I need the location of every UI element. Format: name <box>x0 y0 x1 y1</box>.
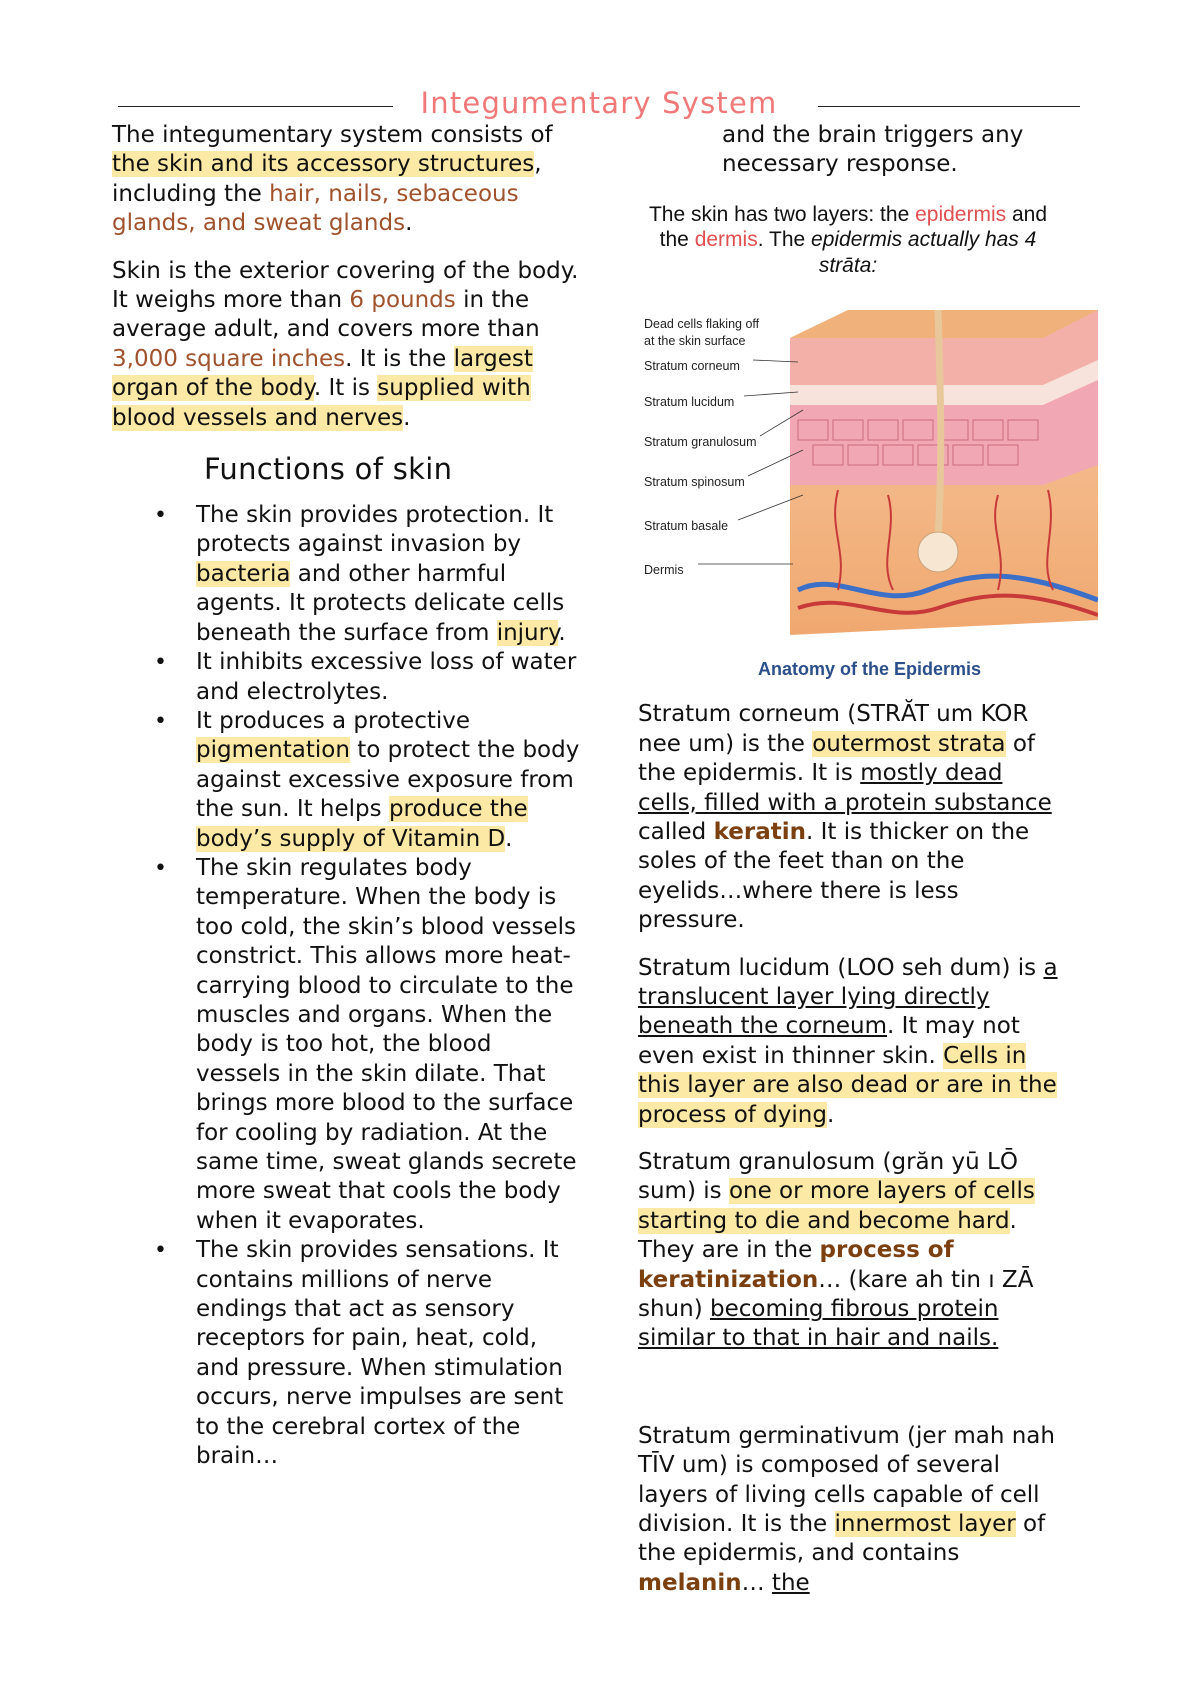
continued-text: and the brain triggers any necessary response. <box>722 122 1024 178</box>
highlight: innermost layer <box>834 1511 1016 1538</box>
key-term: process of keratinization <box>638 1237 954 1293</box>
skin-paragraph: Skin is the exterior covering of the body. It weighs more than 6 pounds in the average adult, and covers more than 3,000 square inches. It is the largest organ of the body. It is supplied with blood vessels and nerves. <box>112 257 579 431</box>
underlined-text: a translucent layer lying directly beneath the corneum <box>638 954 1058 1040</box>
hair-bulb <box>918 532 958 572</box>
layers-intro: The skin has two layers: the epidermis and the dermis. The epidermis actually has 4 strāta: <box>648 202 1048 277</box>
figure-label: Dead cells flaking off <box>644 317 760 332</box>
list-item: • The skin provides protection. It protects against invasion by bacteria and other harmful agents. It protects delicate cells beneath the surface from injury. <box>196 501 582 648</box>
intro-paragraph: The integumentary system consists of the skin and its accessory structures, including the hair, nails, sebaceous glands, and sweat glands. <box>112 122 553 237</box>
title-row <box>118 86 1080 126</box>
list-item: • The skin regulates body temperature. When the body is too cold, the skin’s blood vessels constrict. This allows more heat-carrying blood to circulate to the muscles and organs. When the body is too hot, the blood vessels in the skin dilate. That brings more blood to the surface for cooling by radiation. At the same time, sweat glands secrete more sweat that cools the body when it evaporates. <box>196 854 582 1236</box>
highlight: produce the body’s supply of Vitamin D <box>196 796 528 852</box>
key-term: melanin <box>638 1569 742 1596</box>
granulosum-paragraph: Stratum granulosum (grăn yū LŌ sum) is one or more layers of cells starting to die and become hard. They are in the process of keratinization… (kare ah tin ı ZĀ shun) becoming fibrous protein similar to that in hair and nails. <box>638 1149 1035 1352</box>
underlined-text: becoming fibrous protein similar to that in hair and nails. <box>638 1296 999 1352</box>
hair-shaft <box>938 310 941 540</box>
right-column <box>638 121 1098 1616</box>
accent-text: 6 pounds <box>349 287 456 314</box>
highlight: Cells in this layer are also dead or are in the process of dying <box>638 1042 1057 1128</box>
figure-label: Dermis <box>644 563 684 578</box>
list-item: • It produces a protective pigmentation to protect the body against excessive exposure from the sun. It helps produce the body’s supply of Vitamin D. <box>196 707 582 854</box>
corneum-paragraph: Stratum corneum (STRĂT um KOR nee um) is the outermost strata of the epidermis. It is mostly dead cells, filled with a protein substance called keratin. It is thicker on the soles of the feet than on the eyelids…where there is less pressure. <box>638 701 1052 934</box>
underlined-text: mostly dead cells, filled with a protein substance <box>638 760 1052 816</box>
highlight: one or more layers of cells starting to die and become hard <box>638 1178 1035 1234</box>
accent-text: 3,000 square inches <box>112 345 346 372</box>
figure-label: Stratum spinosum <box>644 475 745 490</box>
figure-label: Stratum corneum <box>644 359 740 374</box>
title-rule-right <box>818 106 1080 107</box>
highlight: pigmentation <box>196 737 350 764</box>
figure-label: Stratum granulosum <box>644 435 757 450</box>
highlight: largest organ of the body <box>112 345 533 402</box>
accent-text: hair, nails, sebaceous glands, and sweat glands <box>112 180 519 237</box>
key-term: keratin <box>713 818 806 845</box>
figure-label: Stratum basale <box>644 519 729 534</box>
epidermis-figure <box>638 290 1058 700</box>
figure-caption: Anatomy of the Epidermis <box>758 659 982 680</box>
section-heading: Functions of skin <box>204 452 453 487</box>
lucidum-paragraph: Stratum lucidum (LOO seh dum) is a translucent layer lying directly beneath the corneum. It may not even exist in thinner skin. Cells in this layer are also dead or are in the process of dying. <box>638 954 1058 1128</box>
page-title: Integumentary System <box>420 86 778 120</box>
highlight: supplied with blood vessels and nerves <box>112 375 531 431</box>
list-item: • The skin provides sensations. It contains millions of nerve endings that act as sensory receptors for pain, heat, cold, and pressure. When stimulation occurs, nerve impulses are sent to the cerebral cortex of the brain… <box>196 1236 582 1471</box>
highlight: injury <box>496 619 559 646</box>
figure-label: Stratum lucidum <box>644 395 735 410</box>
highlight: the skin and its accessory structures <box>112 151 535 178</box>
left-column <box>112 121 582 1471</box>
germinativum-paragraph: Stratum germinativum (jer mah nah TĪV um) is composed of several layers of living cells capable of cell division. It is the innermost layer of the epidermis, and contains melanin… the <box>638 1422 1055 1596</box>
underlined-text: the <box>771 1569 810 1596</box>
highlight: bacteria <box>196 560 291 587</box>
functions-list <box>112 501 582 1471</box>
highlight: outermost strata <box>812 730 1006 757</box>
figure-label: at the skin surface <box>644 334 746 349</box>
list-item: • It inhibits excessive loss of water and electrolytes. <box>196 648 582 707</box>
